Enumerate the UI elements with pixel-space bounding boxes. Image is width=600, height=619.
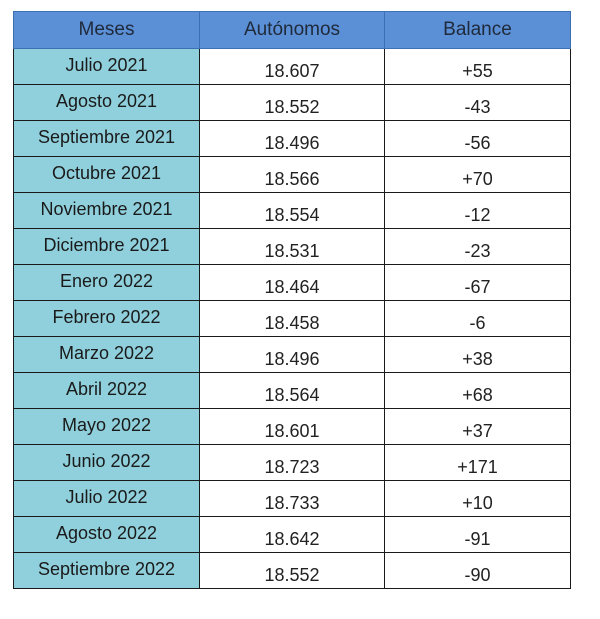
- table-body: [14, 49, 571, 589]
- month-cell: Febrero 2022: [14, 301, 200, 337]
- table-row: [14, 121, 571, 157]
- table-row: [14, 553, 571, 589]
- month-cell: Enero 2022: [14, 265, 200, 301]
- autonomos-cell: 18.601: [200, 409, 385, 445]
- table-row: [14, 517, 571, 553]
- table-row: [14, 265, 571, 301]
- table-row: [14, 409, 571, 445]
- balance-cell: -43: [385, 85, 571, 121]
- column-header-balance: Balance: [385, 12, 571, 49]
- balance-cell: +10: [385, 481, 571, 517]
- month-cell: Diciembre 2021: [14, 229, 200, 265]
- table-row: [14, 157, 571, 193]
- table-row: [14, 445, 571, 481]
- balance-cell: +37: [385, 409, 571, 445]
- autonomos-cell: 18.642: [200, 517, 385, 553]
- autonomos-cell: 18.531: [200, 229, 385, 265]
- autonomos-cell: 18.554: [200, 193, 385, 229]
- balance-cell: +38: [385, 337, 571, 373]
- autonomos-cell: 18.607: [200, 49, 385, 85]
- table-row: [14, 229, 571, 265]
- balance-cell: -23: [385, 229, 571, 265]
- month-cell: Junio 2022: [14, 445, 200, 481]
- autonomos-cell: 18.552: [200, 85, 385, 121]
- balance-cell: +68: [385, 373, 571, 409]
- table-row: [14, 301, 571, 337]
- autonomos-cell: 18.564: [200, 373, 385, 409]
- autonomos-table: [13, 11, 571, 589]
- table-row: [14, 337, 571, 373]
- table-row: [14, 481, 571, 517]
- table-row: [14, 193, 571, 229]
- month-cell: Marzo 2022: [14, 337, 200, 373]
- balance-cell: -91: [385, 517, 571, 553]
- balance-cell: +70: [385, 157, 571, 193]
- month-cell: Agosto 2021: [14, 85, 200, 121]
- autonomos-cell: 18.733: [200, 481, 385, 517]
- table-row: [14, 85, 571, 121]
- balance-cell: -6: [385, 301, 571, 337]
- header-row: [14, 12, 571, 49]
- table-row: [14, 373, 571, 409]
- autonomos-cell: 18.496: [200, 337, 385, 373]
- autonomos-cell: 18.566: [200, 157, 385, 193]
- column-header-meses: Meses: [14, 12, 200, 49]
- balance-cell: -90: [385, 553, 571, 589]
- month-cell: Septiembre 2021: [14, 121, 200, 157]
- balance-cell: -12: [385, 193, 571, 229]
- month-cell: Septiembre 2022: [14, 553, 200, 589]
- month-cell: Noviembre 2021: [14, 193, 200, 229]
- balance-cell: -67: [385, 265, 571, 301]
- balance-cell: -56: [385, 121, 571, 157]
- autonomos-cell: 18.464: [200, 265, 385, 301]
- month-cell: Julio 2022: [14, 481, 200, 517]
- data-table-container: [13, 11, 570, 589]
- autonomos-cell: 18.552: [200, 553, 385, 589]
- month-cell: Mayo 2022: [14, 409, 200, 445]
- balance-cell: +171: [385, 445, 571, 481]
- balance-cell: +55: [385, 49, 571, 85]
- month-cell: Abril 2022: [14, 373, 200, 409]
- autonomos-cell: 18.458: [200, 301, 385, 337]
- month-cell: Julio 2021: [14, 49, 200, 85]
- month-cell: Octubre 2021: [14, 157, 200, 193]
- autonomos-cell: 18.496: [200, 121, 385, 157]
- table-row: [14, 49, 571, 85]
- month-cell: Agosto 2022: [14, 517, 200, 553]
- autonomos-cell: 18.723: [200, 445, 385, 481]
- column-header-autonomos: Autónomos: [200, 12, 385, 49]
- table-header: [14, 12, 571, 49]
